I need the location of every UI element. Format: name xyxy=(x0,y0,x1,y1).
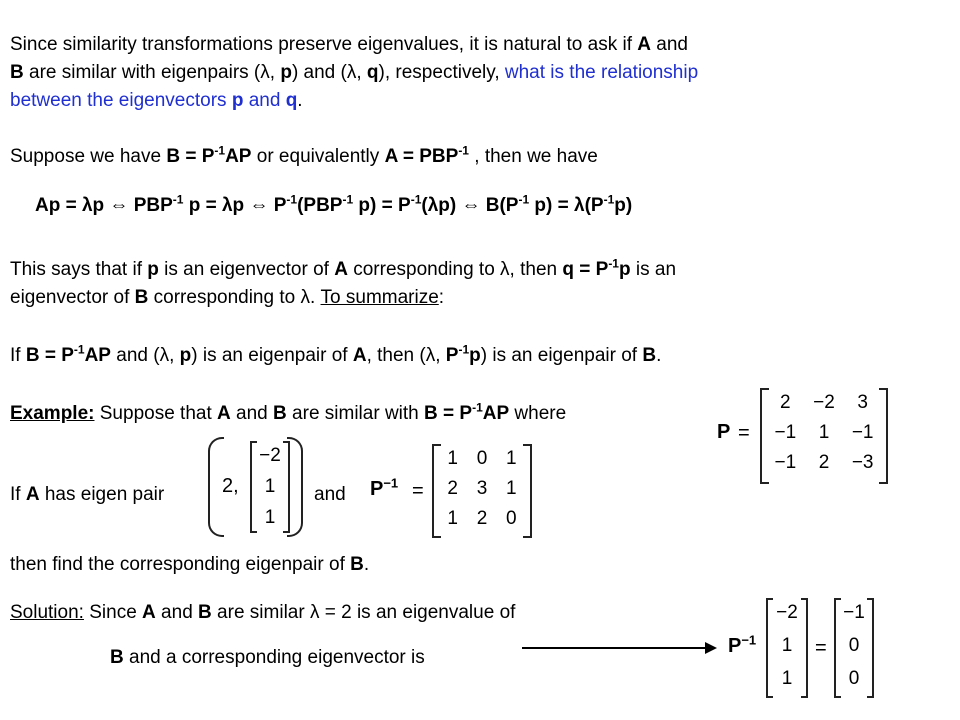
given-eigenvector xyxy=(250,441,290,533)
matrix-entry: 1 xyxy=(781,635,793,656)
solution-equals: = xyxy=(815,637,827,659)
matrix-entry: −1 xyxy=(843,602,865,623)
matrix-entry: 2 xyxy=(780,392,791,413)
matrix-entry: 1 xyxy=(506,478,517,499)
arrow-line xyxy=(522,647,707,649)
highlight-question: what is the relationship xyxy=(504,62,699,83)
eigenpair-line: If A has eigen pair xyxy=(10,484,165,505)
matrix-entry: −3 xyxy=(851,452,874,473)
solution-vector xyxy=(766,598,808,698)
solution-result-vector xyxy=(834,598,874,698)
summary-statement: If $B = P^{-1}AP$ and (λ, p) is an eigenpair of A, then (λ, $P^{-1}p$) is an eigenpair of B. xyxy=(10,342,662,366)
solution-label: Solution: xyxy=(10,602,84,623)
then-find-line: then find the corresponding eigenpair of B. xyxy=(10,554,370,575)
matrix-entry: −1 xyxy=(851,422,874,443)
matrix-entry: 1 xyxy=(818,422,830,443)
matrix-entry: −1 xyxy=(774,422,797,443)
example-label: Example: xyxy=(10,403,95,424)
matrix-entry: −2 xyxy=(776,602,798,623)
matrix-entry: 1 xyxy=(264,507,276,528)
says-line-1: This says that if p is an eigenvector of A corresponding to λ, then $q = P^{-1}p$ is an xyxy=(10,256,677,280)
solution-line-1: Solution: Since A and B are similar λ = 2 is an eigenvalue of xyxy=(10,602,516,623)
intro-line-2: B are similar with eigenpairs (λ, p) and (λ, q), respectively, what is the relationship xyxy=(10,62,699,83)
matrix-entry: 3 xyxy=(476,478,488,499)
matrix-entry: 0 xyxy=(848,668,860,689)
matrix-entry: 2 xyxy=(818,452,830,473)
matrix-entry: 3 xyxy=(857,392,868,413)
eigenvalue-two: 2, xyxy=(222,475,239,497)
solution-p-inverse-label: $P^{-1}$ xyxy=(728,632,757,657)
matrix-entry: 0 xyxy=(506,508,517,529)
matrix-entry: −2 xyxy=(259,445,281,466)
example-line: Example: Suppose that A and B are similar with $B = P^{-1}AP$ where xyxy=(10,400,567,424)
matrix-entry: 0 xyxy=(476,448,488,469)
matrix-entry: 1 xyxy=(506,448,517,469)
suppose-line: Suppose we have $B = P^{-1}AP$ or equivalently $A = PBP^{-1}$ , then we have xyxy=(10,143,598,167)
solution-line-2: B and a corresponding eigenvector is xyxy=(110,647,425,668)
matrix-entry: −1 xyxy=(774,452,797,473)
matrix-entry: 2 xyxy=(476,508,488,529)
and-word: and xyxy=(314,484,346,505)
intro-line-1: Since similarity transformations preserve eigenvalues, it is natural to ask if A and xyxy=(10,34,688,55)
p-inverse-equals: = xyxy=(412,480,424,502)
arrow-icon xyxy=(705,642,717,654)
intro-line-3: between the eigenvectors p and q. xyxy=(10,90,303,111)
matrix-entry: 1 xyxy=(447,508,458,529)
p-matrix-equals: = xyxy=(738,422,750,444)
p-matrix xyxy=(760,388,888,484)
says-line-2: eigenvector of B corresponding to λ. To summarize: xyxy=(10,287,445,308)
p-inverse-matrix xyxy=(432,444,532,538)
matrix-entry: 2 xyxy=(447,478,458,499)
p-matrix-label: P xyxy=(717,421,731,443)
equivalence-chain: Ap = λp ⇔ $PBP^{-1}$ p = λp ⇔ $P^{-1}(PBP^{-1}$ $p) = P^{-1}(\lambda p)$ ⇔ $B(P^{-1}$ $p) = \lambda(P^{-1}p)$ xyxy=(35,192,633,216)
matrix-entry: 1 xyxy=(447,448,458,469)
given-eigenpair xyxy=(208,437,303,537)
matrix-entry: −2 xyxy=(813,392,835,413)
matrix-entry: 1 xyxy=(264,476,276,497)
p-inverse-label: $P^{-1}$ xyxy=(370,475,399,500)
matrix-entry: 0 xyxy=(848,635,860,656)
matrix-entry: 1 xyxy=(781,668,793,689)
